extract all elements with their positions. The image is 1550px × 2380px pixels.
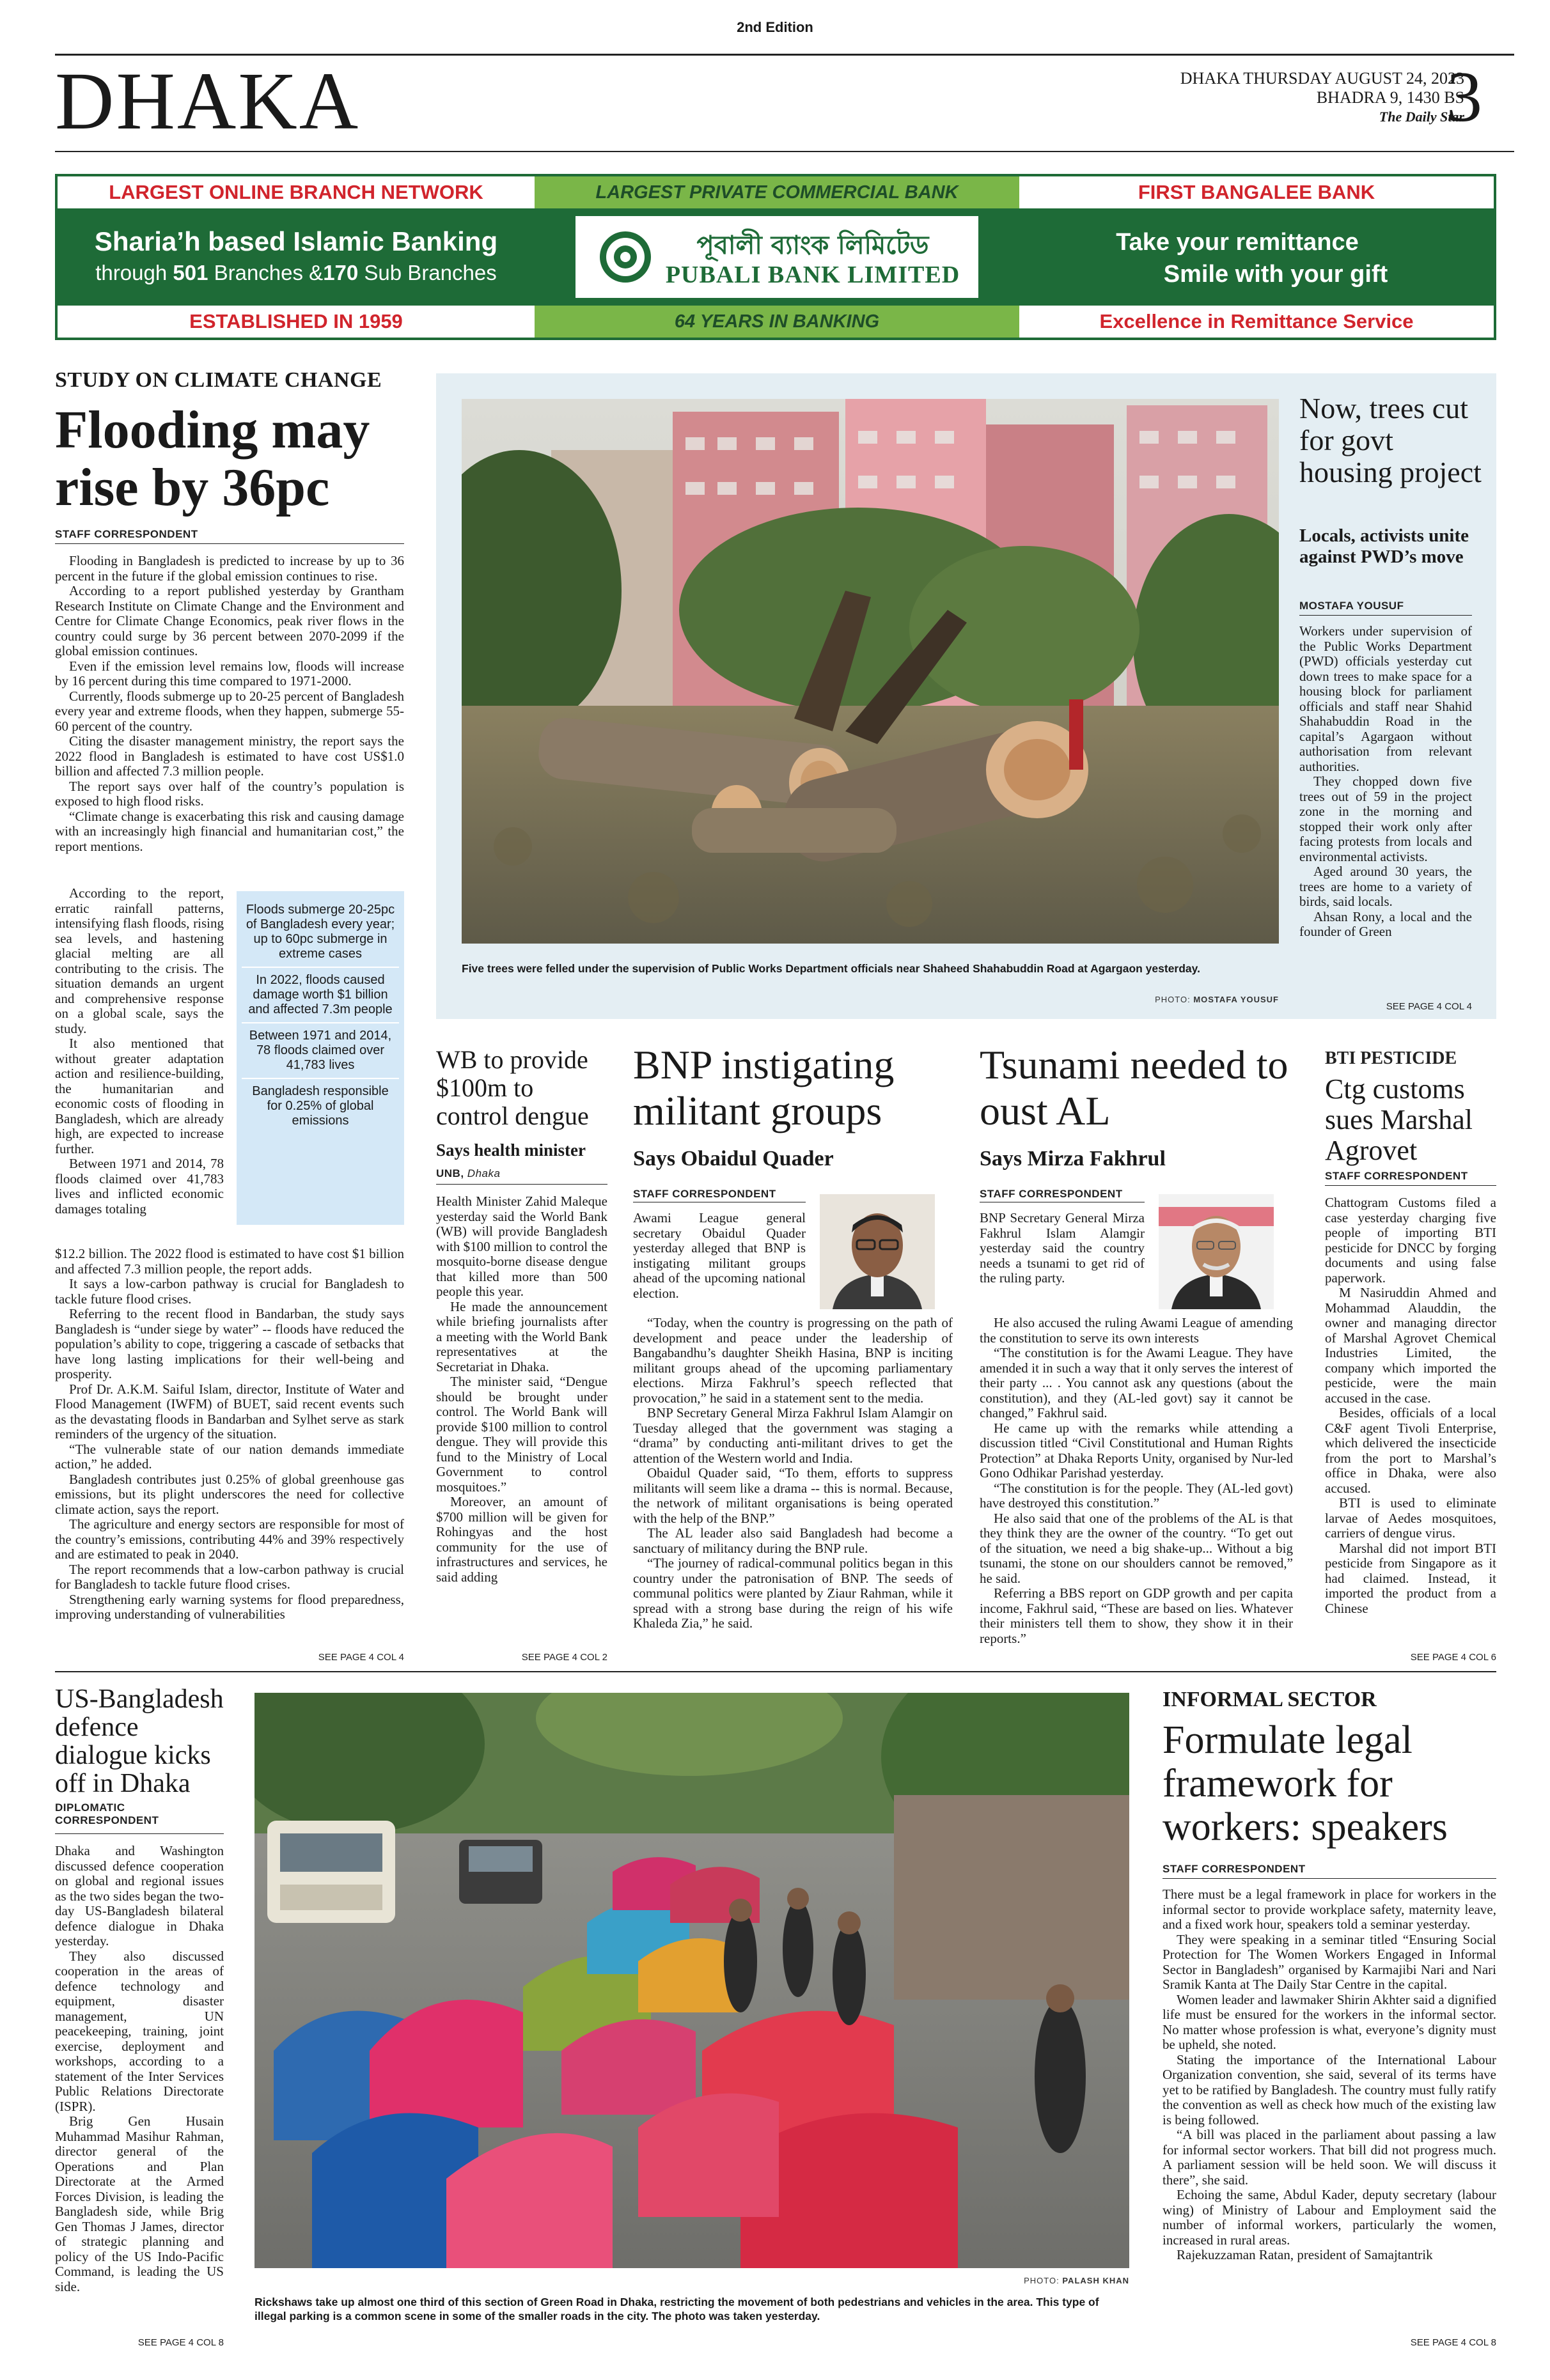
tsunami-subhead: Says Mirza Fakhrul <box>980 1147 1166 1171</box>
ad-logo-panel <box>575 216 978 298</box>
bnp-body <box>633 1316 953 1661</box>
trees-photographer: MOSTAFA YOUSUF <box>1193 995 1279 1004</box>
bti-para: Besides, officials of a local C&F agent Tivoli Enterprise, which delivered the insecticide from the port to Marshal’s office in Dhaka, were also accused. <box>1325 1405 1496 1496</box>
wb-para: Health Minister Zahid Maleque yesterday said the World Bank (WB) will provide Bangladesh with $100 million to control the mosquito-borne disease dengue that killed more than 500 people this year. <box>436 1194 607 1299</box>
informal-byline: STAFF CORRESPONDENT <box>1162 1863 1306 1875</box>
bnp-body-narrow <box>633 1211 806 1313</box>
climate-see-page-link[interactable]: SEE PAGE 4 COL 4 <box>318 1652 404 1663</box>
climate-para: Flooding in Bangladesh is predicted to increase by up to 36 percent in the future if the global emission continues to rise. <box>55 554 404 584</box>
factbox-item: In 2022, floods caused damage worth $1 billion and affected 7.3m people <box>242 968 399 1023</box>
factbox-item: Floods submerge 20-25pc of Bangladesh every year; up to 60pc submerge in extreme cases <box>242 898 399 968</box>
informal-kicker: INFORMAL SECTOR <box>1162 1688 1377 1711</box>
rickshaw-photographer: PALASH KHAN <box>1062 2276 1129 2285</box>
factbox-item: Between 1971 and 2014, 78 floods claimed over 41,783 lives <box>242 1023 399 1079</box>
bti-para: M Nasiruddin Ahmed and Mohammad Alauddin, the owner and managing director of Marshal Agrovet Chemical Industries Limited, the company which imported the pesticide, were the main accused in the case. <box>1325 1285 1496 1406</box>
bti-byline: STAFF CORRESPONDENT <box>1325 1170 1468 1182</box>
climate-para: Citing the disaster management ministry, the report says the 2022 flood in Bangladesh is estimated to have cost US$1.0 billion and affected 7.3 million people. <box>55 733 404 779</box>
trees-para: They chopped down five trees out of 59 in the project zone in the morning and stopped their work only after facing protests from locals and environmental activists. <box>1299 774 1472 864</box>
ad-bottom-right: Excellence in Remittance Service <box>1019 306 1494 338</box>
climate-para: Prof Dr. A.K.M. Saiful Islam, director, Institute of Water and Flood Management (IWFM) of BUET, said recent events such as the devastating floods in Bandarban and Sylhet serve as stark reminders of the urgency of the situation. <box>55 1381 404 1442</box>
climate-para: It says a low-carbon pathway is crucial for Bangladesh to tackle future flood crises. <box>55 1276 404 1307</box>
ad-top-center: LARGEST PRIVATE COMMERCIAL BANK <box>535 176 1019 208</box>
ad-right-line1: Take your remittance <box>1116 229 1359 256</box>
trees-photo-label: PHOTO: <box>1155 995 1191 1004</box>
bank-name-bangla: পূবালী ব্যাংক লিমিটেড <box>696 231 929 260</box>
climate-para: Even if the emission level remains low, floods will increase by 16 percent during this time compared to 1971-2000. <box>55 658 404 688</box>
ad-left-line2-mid: Branches & <box>208 261 324 284</box>
rickshaw-photo-label: PHOTO: <box>1024 2276 1060 2285</box>
bnp-subhead: Says Obaidul Quader <box>633 1147 834 1171</box>
wb-para: He made the announcement while briefing journalists after a meeting with the World Bank representatives at the Secretariat in Dhaka. <box>436 1298 607 1374</box>
climate-kicker: STUDY ON CLIMATE CHANGE <box>55 368 382 392</box>
rickshaw-green-road-photo <box>254 1693 1129 2268</box>
defence-see-page-link[interactable]: SEE PAGE 4 COL 8 <box>137 2337 224 2348</box>
trees-headline: Now, trees cut for govt housing project <box>1299 392 1482 488</box>
bti-rule <box>1325 1185 1496 1186</box>
ad-right-line2: Smile with your gift <box>1163 261 1388 288</box>
bnp-para: Awami League general secretary Obaidul Quader yesterday alleged that BNP is instigating militant groups ahead of the upcoming national election. <box>633 1211 806 1301</box>
tsunami-para: He also said that one of the problems of the AL is that they think they are the owner of the country. “To get out of the situation, we need a big shake-up... Without a big tsunami, the stone on our shoulders cannot be removed,” he said. <box>980 1510 1293 1586</box>
ad-left-line2-post: Sub Branches <box>358 261 497 284</box>
bank-name: PUBALI BANK LIMITED <box>665 261 960 288</box>
felled-trees-photo <box>462 399 1279 944</box>
defence-body <box>55 1844 224 2329</box>
bnp-para: BNP Secretary General Mirza Fakhrul Islam Alamgir on Tuesday alleged that the government was staging a “drama” by conducting anti-militant drives to get the attention of the Western world and India. <box>633 1405 953 1466</box>
pubali-bank-ad <box>55 174 1496 340</box>
defence-para: They also discussed cooperation in the areas of defence technology and equipment, disaster management, UN peacekeeping, training, joint exercise, deployment and workshops, according to a statement of the Inter Services Public Relations Directorate (ISPR). <box>55 1948 224 2114</box>
rickshaw-photo-credit <box>934 2276 1129 2285</box>
climate-para: The report says over half of the country’s population is exposed to high flood risks. <box>55 778 404 809</box>
wb-byline-place: Dhaka <box>467 1167 501 1179</box>
trees-byline: MOSTAFA YOUSUF <box>1299 600 1404 612</box>
ad-branch-count: 501 <box>173 261 208 284</box>
informal-para: They were speaking in a seminar titled “Ensuring Social Protection for The Women Workers Engaged in Informal Sector in Bangladesh” organised by Karmajibi Nari and Nari Sramik Kanta at The Daily Star Centre in the capital. <box>1162 1931 1496 1992</box>
trees-photo-caption: Five trees were felled under the supervision of Public Works Department officials near Shaheed Shahabuddin Road at Agargaon yesterday. <box>462 962 1200 975</box>
trees-rule <box>1299 615 1472 616</box>
bnp-para: “Today, when the country is progressing on the path of development and peace under the leadership of Bangabandhu’s daughter Sheikh Hasina, BNP is inciting militant groups ahead of the upcoming parliamentary elections. Mirza Fakhrul’s speech reflected that provocation,” he said in a statement sent to the media. <box>633 1316 953 1406</box>
climate-para: The agriculture and energy sectors are responsible for most of the country’s emissions, contributing 44% and 39% respectively and are estimated to peak in 2040. <box>55 1516 404 1562</box>
climate-para: It also mentioned that without greater adaptation action and resilience-building, the humanitarian and economic costs of flooding in Bangladesh, which are already high, are expected to increase further. <box>55 1036 224 1156</box>
trees-para: Aged around 30 years, the trees are home to a variety of birds, said locals. <box>1299 864 1472 909</box>
informal-para: Women leader and lawmaker Shirin Akhter said a dignified life must be ensured for the workers in the informal sector. No matter whose profession is what, everyone’s dignity must be upheld, she noted. <box>1162 1991 1496 2052</box>
paper-name: The Daily Star <box>1379 109 1464 125</box>
climate-byline: STAFF CORRESPONDENT <box>55 528 198 540</box>
climate-para: According to the report, erratic rainfall patterns, intensifying flash floods, rising sea levels, and hastening glacial melting are all contributing to the crisis. The situation demands an urgent and comprehensive response on a global scale, says the study. <box>55 886 224 1036</box>
ad-left-line2-pre: through <box>95 261 173 284</box>
wb-para: Moreover, an amount of $700 million will be given for Rohingyas and the host community for the use of infrastructures and services, he said adding <box>436 1494 607 1585</box>
tsunami-body <box>980 1316 1293 1661</box>
trees-photo-credit <box>1087 995 1279 1004</box>
defence-para: Dhaka and Washington discussed defence cooperation on global and regional issues as the two sides began the two-day US-Bangladesh bilateral defence dialogue in Dhaka yesterday. <box>55 1844 224 1948</box>
factbox-item: Bangladesh responsible for 0.25% of global emissions <box>252 1084 389 1128</box>
wb-byline <box>436 1167 500 1180</box>
wb-para: The minister said, “Dengue should be brought under control. The World Bank will provide $100 million to control dengue. They will provide this fund to the Ministry of Local Government to control mosquitoes.” <box>436 1374 607 1495</box>
tsunami-para: He came up with the remarks while attending a discussion titled “Civil Constitutional and Human Rights Protection” at Dhaka Reports Unity, organised by Nur-led Gono Odhikar Parishad yesterday. <box>980 1420 1293 1481</box>
pubali-logo-icon <box>599 230 652 284</box>
climate-para: Referring to the recent flood in Bandarban, the study says Bangladesh is “under siege by water” -- floods have reduced the population’s ability to cope, triggering a cascade of setbacks that have long lasting implications for their well-being and prosperity. <box>55 1306 404 1381</box>
climate-headline: Flooding may rise by 36pc <box>55 400 370 517</box>
wb-rule <box>436 1184 607 1185</box>
climate-para: “The vulnerable state of our nation demands immediate action,” he added. <box>55 1441 404 1472</box>
section-title: DHAKA <box>55 56 361 146</box>
climate-para-continued: $12.2 billion. The 2022 flood is estimated to have cost $1 billion and affected 7.3 million people, the report adds. <box>55 1247 404 1277</box>
section-divider <box>55 1671 1496 1672</box>
wb-headline: WB to provide $100m to control dengue <box>436 1045 589 1130</box>
edition-label: 2nd Edition <box>737 19 813 35</box>
informal-para: Rajekuzzaman Ratan, president of Samajtantrik <box>1177 2247 1433 2262</box>
defence-rule <box>55 1833 224 1834</box>
obaidul-quader-photo <box>820 1194 935 1309</box>
rickshaw-photo-caption: Rickshaws take up almost one third of this section of Green Road in Dhaka, restricting the movement of both pedestrians and vehicles in the area. This type of illegal parking is a common scene in some of the smaller roads in the city. The photo was taken yesterday. <box>254 2296 1099 2322</box>
tsunami-headline: Tsunami needed to oust AL <box>980 1042 1288 1133</box>
masthead-bottom-rule <box>55 151 1514 152</box>
bnp-byline: STAFF CORRESPONDENT <box>633 1188 776 1200</box>
trees-body <box>1299 624 1472 1000</box>
climate-para: Currently, floods submerge up to 20-25 percent of Bangladesh every year and extreme floods, when they happen, submerge 55-60 percent of the country. <box>55 688 404 734</box>
climate-para: The report recommends that a low-carbon pathway is crucial for Bangladesh to tackle future flood crises. <box>55 1561 404 1592</box>
bti-para: Chattogram Customs filed a case yesterday charging five people of importing BTI pesticide for DNCC by forging documents and using false paperwork. <box>1325 1195 1496 1286</box>
bti-para: Marshal did not import BTI pesticide from Singapore as it had claimed. Instead, it imported the product from a Chinese <box>1325 1540 1496 1616</box>
tsunami-para: Referring a BBS report on GDP growth and per capita income, Fakhrul said, “These are based on lies. Whatever their ministers tell them to show, they show it in their reports.” <box>980 1585 1293 1646</box>
ad-subbranch-count: 170 <box>323 261 359 284</box>
informal-rule <box>1162 1878 1496 1879</box>
defence-headline: US-Bangladesh defence dialogue kicks off in Dhaka <box>55 1684 224 1798</box>
trees-para: Workers under supervision of the Public Works Department (PWD) officials yesterday cut down trees to make space for a housing block for parliament officials and staff near Shahid Shahabuddin Road in the capital’s Agargaon without authorisation from relevant authorities. <box>1299 624 1472 774</box>
climate-para: Bangladesh contributes just 0.25% of global greenhouse gas emissions, but its plight underscores the need for collective climate action, says the report. <box>55 1471 404 1517</box>
climate-factbox <box>237 891 404 1225</box>
climate-para: Strengthening early warning systems for flood preparedness, improving understanding of vulnerabilities <box>55 1591 404 1622</box>
bti-body <box>1325 1195 1496 1645</box>
ad-bottom-center: 64 YEARS IN BANKING <box>535 306 1019 338</box>
bnp-para: “The journey of radical-communal politics began in this country under the patronisation of BNP. The seeds of communal politics were planted by Ziaur Rahman, while it spread with a strong base during the reign of his wife Khaleda Zia,” he said. <box>633 1555 953 1631</box>
informal-para: “A bill was placed in the parliament about passing a law for informal sector workers. That bill did not progress much. A parliament session will be held soon. We will discuss it there”, she said. <box>1162 2127 1496 2188</box>
climate-para: According to a report published yesterday by Grantham Research Institute on Climate Change and the Environment and Centre for Climate Change Economics, peak river flows in the country could surge by 36 percent between 2070-2099 if the global emission continues. <box>55 583 404 658</box>
climate-para: “Climate change is exacerbating this risk and causing damage with an increasingly high financial and humanitarian cost,” the report mentions. <box>55 808 404 854</box>
informal-para: Stating the importance of the International Labour Organization convention, she said, several of its terms have yet to be ratified by Bangladesh. The country must fully ratify the convention as well as check how much of the existing law is being followed. <box>1162 2051 1496 2127</box>
informal-headline: Formulate legal framework for workers: speakers <box>1162 1718 1448 1849</box>
mirza-fakhrul-photo <box>1159 1194 1274 1309</box>
trees-subhead: Locals, activists unite against PWD’s move <box>1299 525 1469 567</box>
informal-see-page-link[interactable]: SEE PAGE 4 COL 8 <box>1410 2337 1496 2348</box>
page-number: 3 <box>1446 58 1482 137</box>
bnp-headline: BNP instigating militant groups <box>633 1042 895 1133</box>
tsunami-body-narrow <box>980 1211 1145 1313</box>
ad-bottom-left: ESTABLISHED IN 1959 <box>58 306 535 338</box>
ad-top-left: LARGEST ONLINE BRANCH NETWORK <box>58 176 535 208</box>
wb-subhead: Says health minister <box>436 1140 586 1160</box>
climate-body-top <box>55 554 404 886</box>
tsunami-byline: STAFF CORRESPONDENT <box>980 1188 1123 1200</box>
climate-body-mid <box>55 886 224 1245</box>
wb-body <box>436 1194 607 1645</box>
tsunami-para: “The constitution is for the Awami League. They have amended it in such a way that it only serves the interest of their party ... . You cannot ask any questions (about the constitution), and they (AL-led govt) say it cannot be changed,” Fakhrul said. <box>980 1345 1293 1420</box>
bti-headline: Ctg customs sues Marshal Agrovet <box>1325 1073 1473 1166</box>
informal-body <box>1162 1887 1496 2329</box>
tsunami-para: “The constitution is for the people. They (AL-led govt) have destroyed this constitution.” <box>980 1480 1293 1511</box>
tsunami-para: He also accused the ruling Awami League of amending the constitution to serve its own interests <box>980 1316 1293 1346</box>
bnp-para: The AL leader also said Bangladesh had become a sanctuary of militancy during the BNP rule. <box>633 1525 953 1556</box>
bti-kicker: BTI PESTICIDE <box>1325 1048 1457 1068</box>
date-line: DHAKA THURSDAY AUGUST 24, 2023 <box>1180 69 1464 88</box>
tsunami-para: BNP Secretary General Mirza Fakhrul Islam Alamgir yesterday said the country needs a tsunami to get rid of the ruling party. <box>980 1211 1145 1286</box>
ad-top-right: FIRST BANGALEE BANK <box>1019 176 1494 208</box>
informal-para: There must be a legal framework in place for workers in the informal sector to provide workplace safety, maternity leave, and a fixed work hour, speakers told a seminar yesterday. <box>1162 1887 1496 1932</box>
defence-para: Brig Gen Husain Muhammad Masihur Rahman, director general of the Operations and Plan Directorate at the Armed Forces Division, is leading the Bangladesh side, while Brig Gen Thomas J James, director of strategic planning and policy of the US Indo-Pacific Command, is leading the US side. <box>55 2113 224 2294</box>
wb-byline-org: UNB, <box>436 1167 464 1179</box>
ad-left-line2 <box>58 261 535 285</box>
defence-byline: DIPLOMATIC CORRESPONDENT <box>55 1801 159 1826</box>
climate-rule <box>55 543 404 544</box>
ad-left-line1: Sharia’h based Islamic Banking <box>94 226 498 256</box>
trees-para: Ahsan Rony, a local and the founder of Green <box>1299 908 1472 939</box>
climate-body-bottom <box>55 1247 404 1643</box>
bengali-date: BHADRA 9, 1430 BS <box>1316 88 1464 107</box>
informal-para: Echoing the same, Abdul Kader, deputy secretary (labour wing) of Ministry of Labour and Employment said the number of informal workers, particularly the women, increased in rural areas. <box>1162 2187 1496 2248</box>
bti-para: BTI is used to eliminate larvae of Aedes mosquitoes, carriers of dengue virus. <box>1325 1495 1496 1541</box>
trees-see-page-link[interactable]: SEE PAGE 4 COL 4 <box>1386 1001 1472 1012</box>
bti-see-page-link[interactable]: SEE PAGE 4 COL 6 <box>1410 1652 1496 1663</box>
climate-para: Between 1971 and 2014, 78 floods claimed over 41,783 lives and inflicted economic damages totaling <box>55 1156 224 1217</box>
wb-see-page-link[interactable]: SEE PAGE 4 COL 2 <box>521 1652 607 1663</box>
bnp-para: Obaidul Quader said, “To them, efforts to suppress militants will seem like a drama -- this is normal. Because, the network of militant organisations is being operated with the help of the BNP.” <box>633 1465 953 1526</box>
